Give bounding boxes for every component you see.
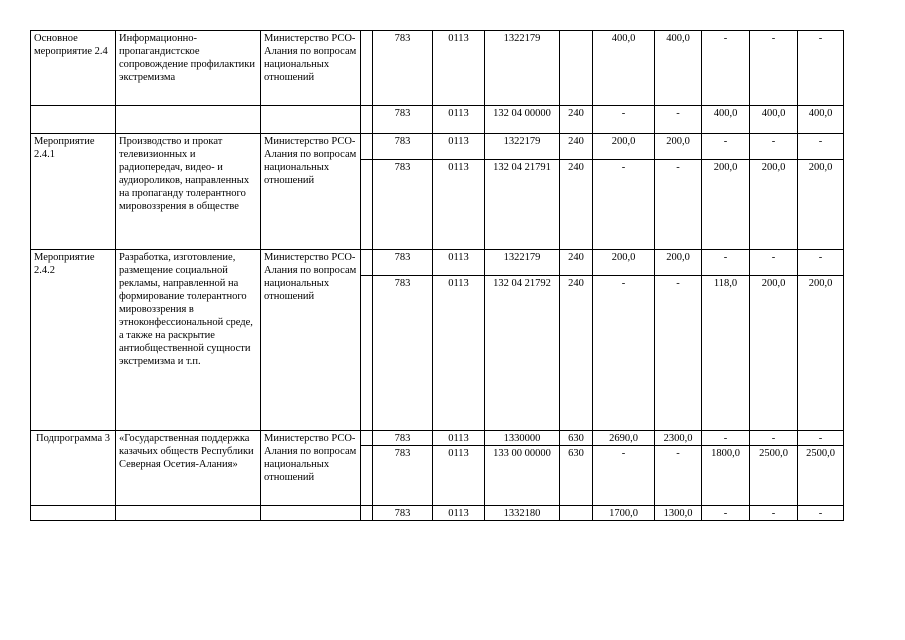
cell-rzpr: 0113	[433, 506, 485, 521]
cell-csr: 133 00 00000	[485, 446, 560, 506]
cell-rzpr: 0113	[433, 276, 485, 431]
table-row	[31, 106, 844, 134]
cell-vr: 630	[560, 446, 593, 506]
cell-rzpr: 0113	[433, 250, 485, 276]
cell-rzpr: 0113	[433, 31, 485, 106]
cell-year5: 400,0	[798, 106, 844, 134]
cell-vr: 240	[560, 134, 593, 160]
cell-year5: -	[798, 431, 844, 446]
cell-year4: -	[750, 250, 798, 276]
cell-csr: 132 04 00000	[485, 106, 560, 134]
cell-year3: -	[702, 31, 750, 106]
cell-vr: 240	[560, 250, 593, 276]
cell-year1: -	[593, 446, 655, 506]
cell-year3: 1800,0	[702, 446, 750, 506]
cell-rzpr: 0113	[433, 431, 485, 446]
executor: Министерство РСО-Алания по вопросам национальных отношений	[261, 134, 361, 250]
executor: Министерство РСО-Алания по вопросам национальных отношений	[261, 250, 361, 431]
table-row	[31, 431, 844, 446]
cell-year5: -	[798, 506, 844, 521]
executor: Министерство РСО-Алания по вопросам национальных отношений	[261, 31, 361, 106]
cell-year3: 400,0	[702, 106, 750, 134]
cell-vr: 630	[560, 431, 593, 446]
cell-year5: -	[798, 31, 844, 106]
cell-year2: -	[655, 106, 702, 134]
budget-table	[30, 30, 844, 521]
cell-grbs: 783	[373, 446, 433, 506]
cell-grbs: 783	[373, 506, 433, 521]
cell-grbs: 783	[373, 431, 433, 446]
cell-year3: -	[702, 250, 750, 276]
cell-year1: -	[593, 160, 655, 250]
cell-vr: 240	[560, 276, 593, 431]
table-row	[31, 134, 844, 160]
program-description: «Государственная поддержка казачьих обществ Республики Северная Осетия-Алания»	[116, 431, 261, 506]
cell-year2: 400,0	[655, 31, 702, 106]
cell-year1: -	[593, 276, 655, 431]
cell-year1: -	[593, 106, 655, 134]
cell-grbs: 783	[373, 250, 433, 276]
table-row	[31, 506, 844, 521]
cell-vr	[560, 506, 593, 521]
cell-rzpr: 0113	[433, 134, 485, 160]
cell-grbs: 783	[373, 276, 433, 431]
cell-year4: -	[750, 31, 798, 106]
cell-csr: 1330000	[485, 431, 560, 446]
cell-year5: 200,0	[798, 160, 844, 250]
cell-vr: 240	[560, 160, 593, 250]
cell-csr: 132 04 21791	[485, 160, 560, 250]
cell-year2: -	[655, 276, 702, 431]
cell-year5: -	[798, 250, 844, 276]
cell-vr	[560, 31, 593, 106]
cell-csr: 1322179	[485, 250, 560, 276]
table-row	[31, 31, 844, 106]
cell-year1: 200,0	[593, 250, 655, 276]
cell-year1: 2690,0	[593, 431, 655, 446]
cell-csr: 1322179	[485, 31, 560, 106]
cell-year3: 200,0	[702, 160, 750, 250]
cell-rzpr: 0113	[433, 160, 485, 250]
cell-year3: -	[702, 134, 750, 160]
cell-csr: 132 04 21792	[485, 276, 560, 431]
program-description: Разработка, изготовление, размещение социальной рекламы, направленной на формирование толерантного мировоззрения в этноконфессиональной среде, а также на раскрытие антиобщественной сущности экстремизма и т.п.	[116, 250, 261, 431]
cell-csr: 1332180	[485, 506, 560, 521]
cell-grbs: 783	[373, 134, 433, 160]
executor: Министерство РСО-Алания по вопросам национальных отношений	[261, 431, 361, 506]
program-name: Подпрограмма 3	[31, 431, 116, 506]
program-description: Информационно-пропагандистское сопровождение профилактики экстремизма	[116, 31, 261, 106]
budget-sheet	[30, 30, 844, 521]
cell-year4: -	[750, 506, 798, 521]
cell-year3: 118,0	[702, 276, 750, 431]
cell-year4: 200,0	[750, 276, 798, 431]
cell-year1: 1700,0	[593, 506, 655, 521]
program-name: Основное мероприятие 2.4	[31, 31, 116, 106]
cell-year5: -	[798, 134, 844, 160]
cell-grbs: 783	[373, 160, 433, 250]
cell-year2: 2300,0	[655, 431, 702, 446]
program-name: Мероприятие 2.4.1	[31, 134, 116, 250]
cell-year5: 200,0	[798, 276, 844, 431]
cell-year4: 400,0	[750, 106, 798, 134]
cell-year2: 1300,0	[655, 506, 702, 521]
cell-year2: 200,0	[655, 134, 702, 160]
cell-grbs: 783	[373, 106, 433, 134]
table-row	[31, 250, 844, 276]
cell-year4: -	[750, 134, 798, 160]
cell-grbs: 783	[373, 31, 433, 106]
cell-rzpr: 0113	[433, 106, 485, 134]
cell-rzpr: 0113	[433, 446, 485, 506]
cell-year3: -	[702, 506, 750, 521]
program-description: Производство и прокат телевизионных и радиопередач, видео- и аудиороликов, направленных на пропаганду толерантного мировоззрения в обществе	[116, 134, 261, 250]
cell-year2: 200,0	[655, 250, 702, 276]
cell-year4: 2500,0	[750, 446, 798, 506]
cell-vr: 240	[560, 106, 593, 134]
cell-year2: -	[655, 160, 702, 250]
cell-year5: 2500,0	[798, 446, 844, 506]
program-name: Мероприятие 2.4.2	[31, 250, 116, 431]
cell-year1: 400,0	[593, 31, 655, 106]
cell-year2: -	[655, 446, 702, 506]
cell-year3: -	[702, 431, 750, 446]
cell-year1: 200,0	[593, 134, 655, 160]
cell-year4: 200,0	[750, 160, 798, 250]
cell-csr: 1322179	[485, 134, 560, 160]
cell-year4: -	[750, 431, 798, 446]
